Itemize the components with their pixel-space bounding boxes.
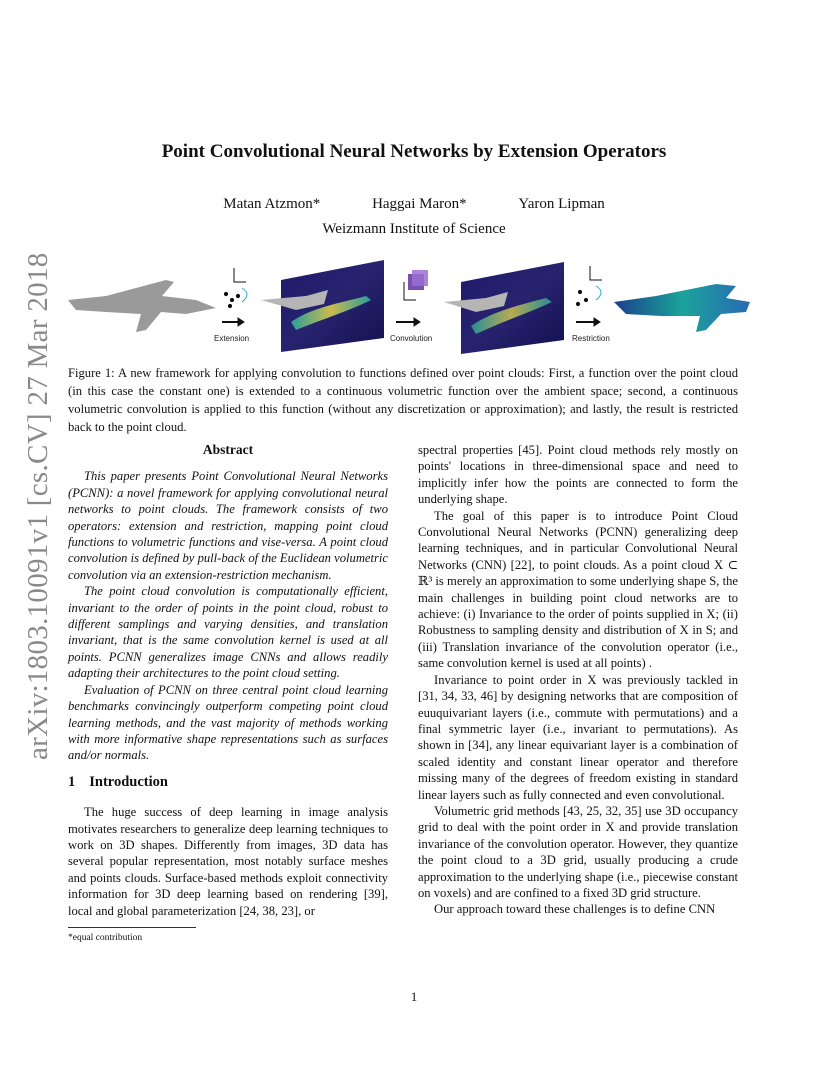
figure-caption: Figure 1: A new framework for applying convolution to functions defined over point clouds: First, a function over the point cloud (in this case the constant one) is extended to a continuous volumetric function over the ambient space; second, a continuous volumetric convolution is applied to this function (without any discretization or approximation); and lastly, the result is restricted back to the point cloud. (68, 366, 738, 434)
convolution-icon (396, 270, 428, 326)
abstract (68, 442, 388, 764)
author-1: Matan Atzmon* (223, 196, 321, 212)
restriction-label: Restriction (572, 334, 610, 343)
extension-icon (222, 268, 247, 326)
abstract-paragraph-3: Evaluation of PCNN on three central point cloud learning benchmarks convincingly outperform competing point cloud learning methods, and the vast majority of methods working with more informative shape representations such as surfaces and/or normals. (68, 682, 388, 763)
section-title: Introduction (89, 773, 168, 790)
convolution-label: Convolution (390, 334, 433, 343)
footnote-rule (68, 927, 196, 928)
point-cloud-plane (68, 280, 216, 332)
section-heading-introduction (68, 774, 388, 790)
footnote: *equal contribution (68, 932, 143, 943)
abstract-paragraph-2: The point cloud convolution is computationally efficient, invariant to the order of points in the point cloud, robust to different samplings and varying densities, and translation invariant, that is the same convolution kernel is used at all points. PCNN generalizes image CNNs and allows readily adapting their architectures to the point cloud setting. (68, 584, 388, 681)
author-2: Haggai Maron* (372, 196, 467, 212)
abstract-heading: Abstract (202, 442, 254, 457)
abstract-paragraph-1: This paper presents Point Convolutional Neural Networks (PCNN): a novel framework for applying convolutional neural networks to point clouds. The framework consists of two operators: extension and restriction, mapping point cloud functions to volumetric functions and vise-versa. A point cloud convolution is defined by pull-back of the Euclidean volumetric convolution via an extension-restriction mechanism. (68, 469, 388, 582)
restriction-icon (576, 266, 602, 326)
section-number: 1 (68, 773, 76, 790)
authors (0, 196, 828, 213)
page-number: 1 (410, 990, 418, 1004)
volumetric-panel-2 (444, 262, 564, 354)
right-paragraph-5: Our approach toward these challenges is to define CNN (434, 902, 716, 917)
right-paragraph-1: spectral properties [45]. Point cloud methods rely mostly on points' locations in three-dimensional space and need to implicitly infer how the points are connected to form the underlying shape. (418, 443, 738, 507)
figure-1 (66, 260, 756, 355)
affiliation: Weizmann Institute of Science (322, 221, 506, 237)
extension-label: Extension (214, 334, 250, 343)
output-point-cloud (614, 284, 750, 332)
author-3: Yaron Lipman (518, 196, 605, 212)
right-column (418, 442, 738, 918)
left-column (68, 442, 388, 946)
paper-title: Point Convolutional Neural Networks by Extension Operators (161, 141, 667, 162)
right-paragraph-3: Invariance to point order in X was previously tackled in [31, 34, 33, 46] by designing networks that are composition of euuquivariant layers (i.e., commute with permutations) and a final symmetric layer (i.e., invariant to permutations). As shown in [34], any linear equivariant layer is a combination of scaled identity and constant linear operator and therefore missing many of the degrees of freedom existing in standard linear layers such as fully connected and even convolutional. (418, 672, 738, 802)
volumetric-panel-1 (261, 260, 384, 352)
right-paragraph-4: Volumetric grid methods [43, 25, 32, 35] use 3D occupancy grid to deal with the point order in X and provide translation invariance of the convolution operator. However, they quantize the point cloud to a 3D grid, usually producing a crude approximation to the underlying shape (i.e., piecewise constant on voxels) and are confined to a fixed 3D grid structure. (418, 803, 738, 900)
arxiv-stamp: arXiv:1803.10091v1 [cs.CV] 27 Mar 2018 (22, 252, 54, 760)
right-paragraph-2: The goal of this paper is to introduce Point Cloud Convolutional Neural Networks (PCNN) generalizing deep learning techniques, and in particular Convolutional Neural Networks (CNN) [22], to point clouds. As a point cloud X ⊂ ℝ³ is merely an approximation to some underlying shape S, the main challenges in building point cloud networks are to achieve: (i) Invariance to the order of points supplied in X; (ii) Robustness to sampling density and distribution of X in S; and (iii) Translation invariance of the convolution operator (i.e., same convolution kernel is used at all points) . (418, 508, 738, 671)
intro-paragraph: The huge success of deep learning in image analysis motivates researchers to generalize deep learning techniques to work on 3D shapes. Differently from images, 3D data has several popular representation, most notably surface meshes and points clouds. Surface-based methods exploit connectivity information for 3D deep learning based on rendering [39], local and global parameterization [24, 38, 23], or (68, 805, 388, 918)
